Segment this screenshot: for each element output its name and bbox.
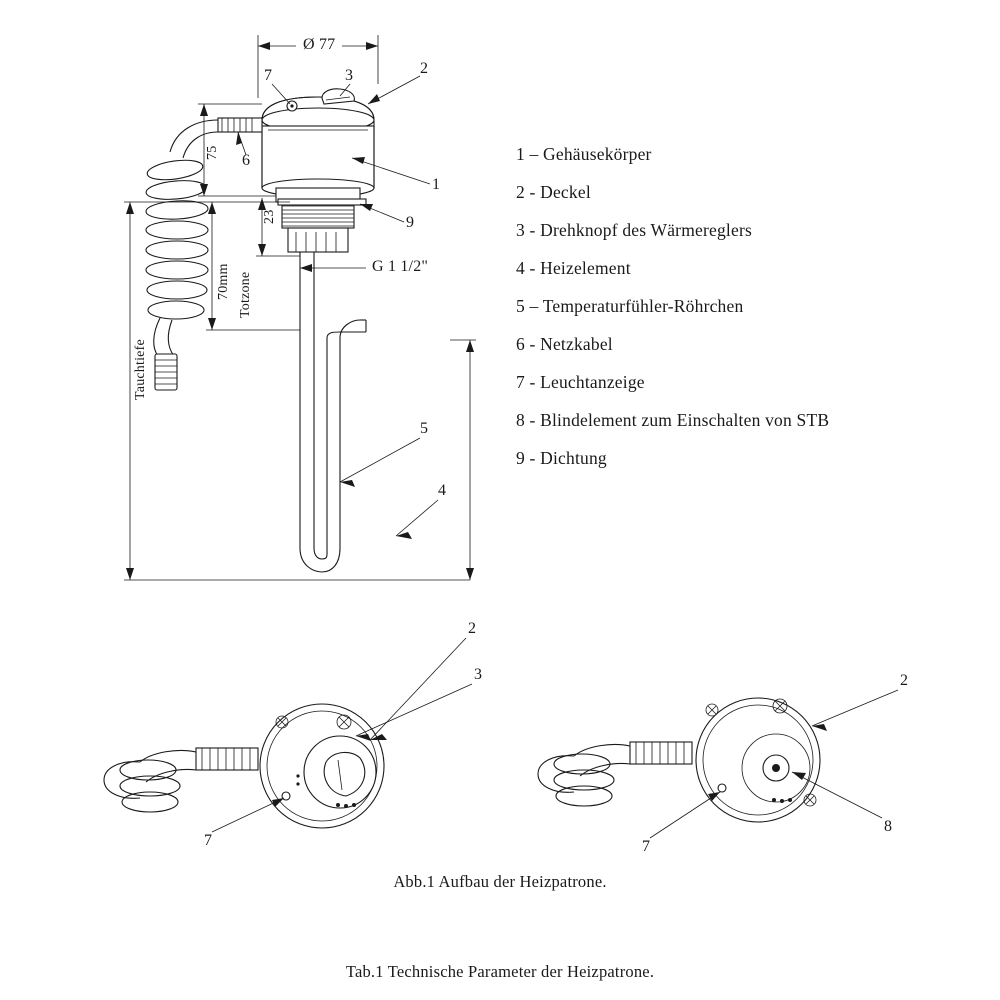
legend-item-6: 6 - Netzkabel	[516, 334, 613, 354]
callout-1-main: 1	[432, 176, 441, 193]
dimension-thread: G 1 1/2"	[372, 258, 429, 275]
figure-caption: Abb.1 Aufbau der Heizpatrone.	[393, 872, 607, 891]
callout-9-main: 9	[406, 214, 415, 231]
callout-7-main: 7	[264, 67, 273, 84]
callout-8-bottom-right: 8	[884, 818, 893, 835]
callout-3-main: 3	[345, 67, 354, 84]
legend-item-3: 3 - Drehknopf des Wärmereglers	[516, 220, 753, 240]
callout-2-main: 2	[420, 60, 429, 77]
legend-item-9: 9 - Dichtung	[516, 448, 607, 468]
legend-item-1: 1 – Gehäusekörper	[516, 144, 652, 164]
table-caption: Tab.1 Technische Parameter der Heizpatrone.	[345, 962, 655, 981]
dimension-tauchtiefe: Tauchtiefe	[133, 339, 148, 400]
callout-6-main: 6	[242, 152, 251, 169]
dimension-70mm: 70mm	[216, 263, 231, 300]
legend-item-7: 7 - Leuchtanzeige	[516, 372, 645, 392]
legend-list	[516, 146, 946, 488]
callout-7-bottom-right: 7	[642, 838, 651, 855]
callout-7-bottom-left: 7	[204, 832, 213, 849]
callout-4-main: 4	[438, 482, 447, 499]
callout-2-bottom-right: 2	[900, 672, 909, 689]
callout-2-bottom-left: 2	[468, 620, 477, 637]
callout-3-bottom-left: 3	[474, 666, 483, 683]
bottom-right-view	[538, 690, 898, 838]
callout-5-main: 5	[420, 420, 429, 437]
legend-item-8: 8 - Blindelement zum Einschalten von STB	[516, 410, 830, 430]
dimension-diameter: Ø 77	[303, 36, 336, 53]
bottom-left-view	[104, 638, 472, 832]
dimension-totzone: Totzone	[238, 271, 253, 318]
heating-element-group	[300, 252, 366, 572]
dimension-75: 75	[205, 145, 220, 160]
dimension-23: 23	[262, 209, 277, 224]
legend-item-2: 2 - Deckel	[516, 182, 591, 202]
legend-item-5: 5 – Temperaturfühler-Röhrchen	[516, 296, 744, 316]
legend-item-4: 4 - Heizelement	[516, 258, 631, 278]
heater-body-section	[262, 89, 374, 252]
